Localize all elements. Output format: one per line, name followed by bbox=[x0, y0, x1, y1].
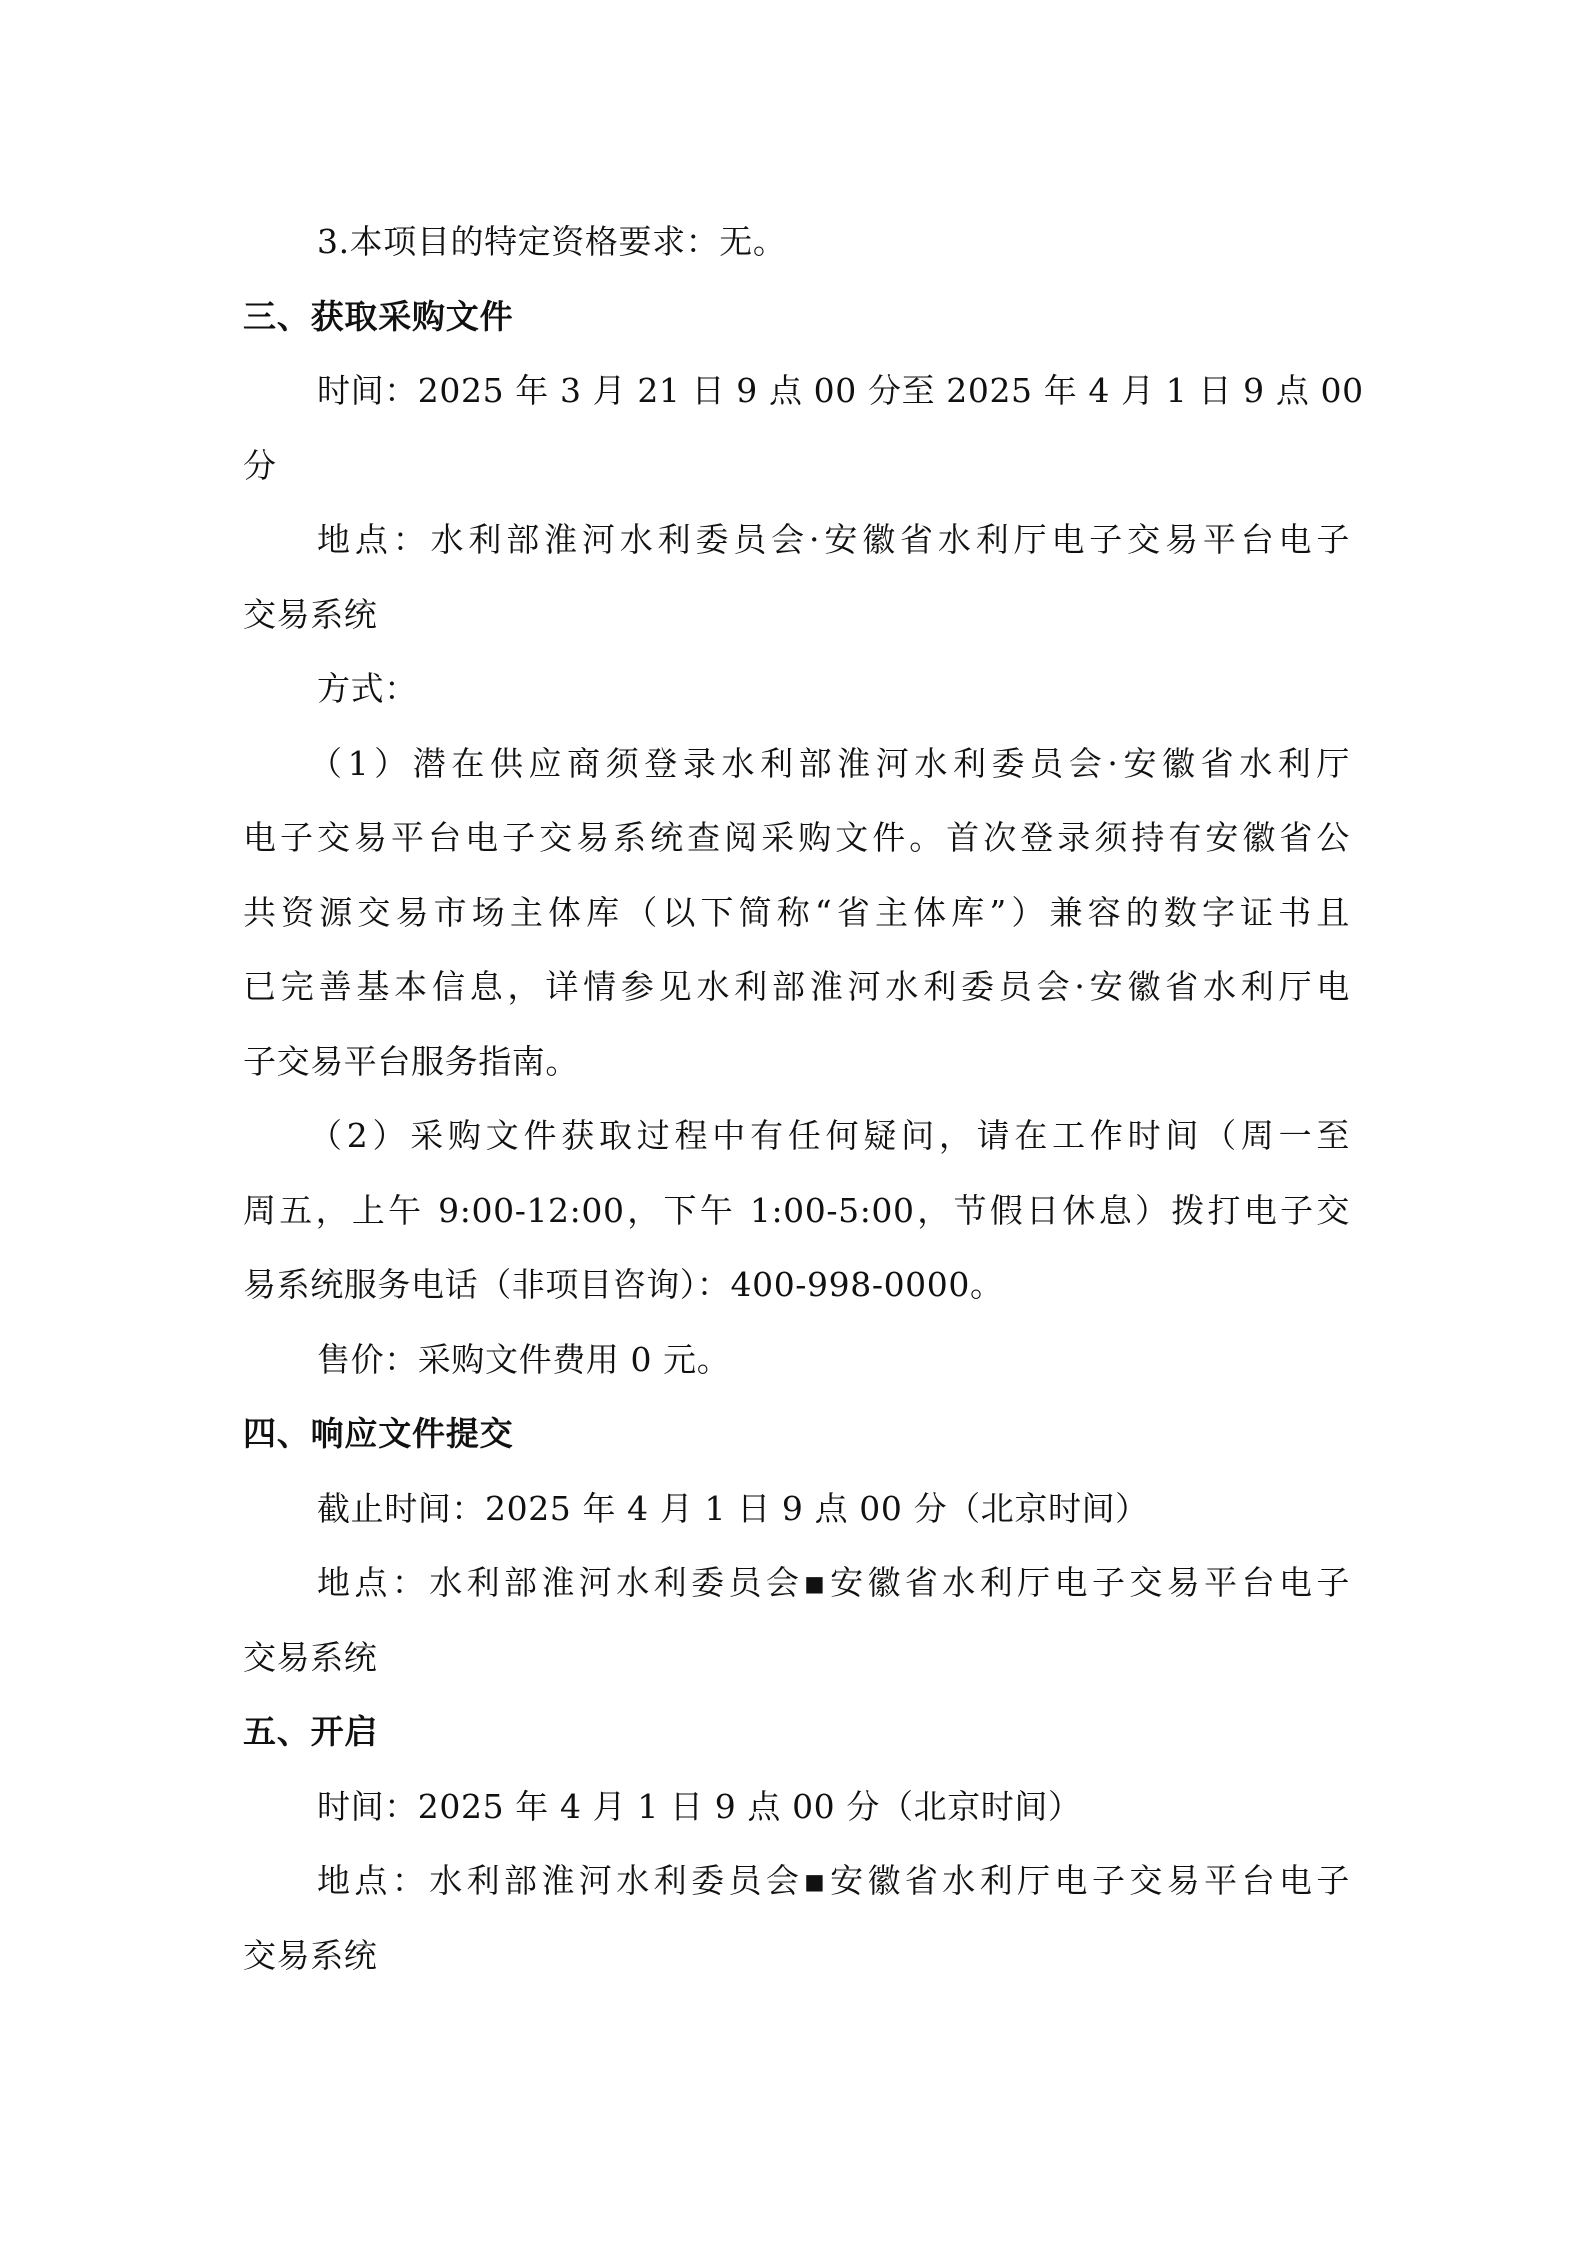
method-1-line-2: 电子交易平台电子交易系统查阅采购文件。首次登录须持有安徽省公 bbox=[243, 818, 1350, 857]
obtain-location-line-1: 地点：水利部淮河水利委员会·安徽省水利厅电子交易平台电子 bbox=[317, 520, 1350, 559]
method-1-line-5: 子交易平台服务指南。 bbox=[243, 1041, 579, 1081]
opening-location-line-2: 交易系统 bbox=[243, 1935, 378, 1975]
opening-time: 时间：2025 年 4 月 1 日 9 点 00 分（北京时间） bbox=[317, 1786, 1082, 1826]
obtain-time-line-2: 分 bbox=[243, 445, 277, 485]
method-2-line-1: （2）采购文件获取过程中有任何疑问，请在工作时间（周一至 bbox=[309, 1116, 1350, 1155]
section-heading-obtain-documents: 三、获取采购文件 bbox=[243, 296, 514, 336]
method-2-line-3: 易系统服务电话（非项目咨询）：400-998-0000。 bbox=[243, 1265, 1004, 1304]
submission-location-line-1: 地点：水利部淮河水利委员会▪安徽省水利厅电子交易平台电子 bbox=[317, 1563, 1350, 1602]
opening-location-line-1: 地点：水利部淮河水利委员会▪安徽省水利厅电子交易平台电子 bbox=[317, 1861, 1350, 1900]
document-body bbox=[243, 205, 1364, 1993]
method-1-line-4: 已完善基本信息，详情参见水利部淮河水利委员会·安徽省水利厅电 bbox=[243, 967, 1350, 1006]
qualification-requirement: 3.本项目的特定资格要求：无。 bbox=[317, 222, 787, 261]
method-1-line-3: 共资源交易市场主体库（以下简称“省主体库”）兼容的数字证书且 bbox=[243, 892, 1350, 932]
obtain-location-line-2: 交易系统 bbox=[243, 594, 378, 634]
method-1-line-1: （1）潜在供应商须登录水利部淮河水利委员会·安徽省水利厅 bbox=[309, 743, 1350, 783]
document-price: 售价：采购文件费用 0 元。 bbox=[317, 1339, 731, 1379]
obtain-method-label: 方式： bbox=[317, 669, 418, 708]
obtain-time-line-1: 时间：2025 年 3 月 21 日 9 点 00 分至 2025 年 4 月 1 日 9 点 00 bbox=[317, 371, 1364, 410]
method-2-line-2: 周五，上午 9:00-12:00，下午 1:00-5:00，节假日休息）拨打电子交 bbox=[243, 1190, 1350, 1230]
submission-location-line-2: 交易系统 bbox=[243, 1637, 378, 1677]
section-heading-opening: 五、开启 bbox=[243, 1712, 379, 1751]
section-heading-submission: 四、响应文件提交 bbox=[243, 1414, 514, 1453]
submission-deadline: 截止时间：2025 年 4 月 1 日 9 点 00 分（北京时间） bbox=[317, 1488, 1149, 1528]
